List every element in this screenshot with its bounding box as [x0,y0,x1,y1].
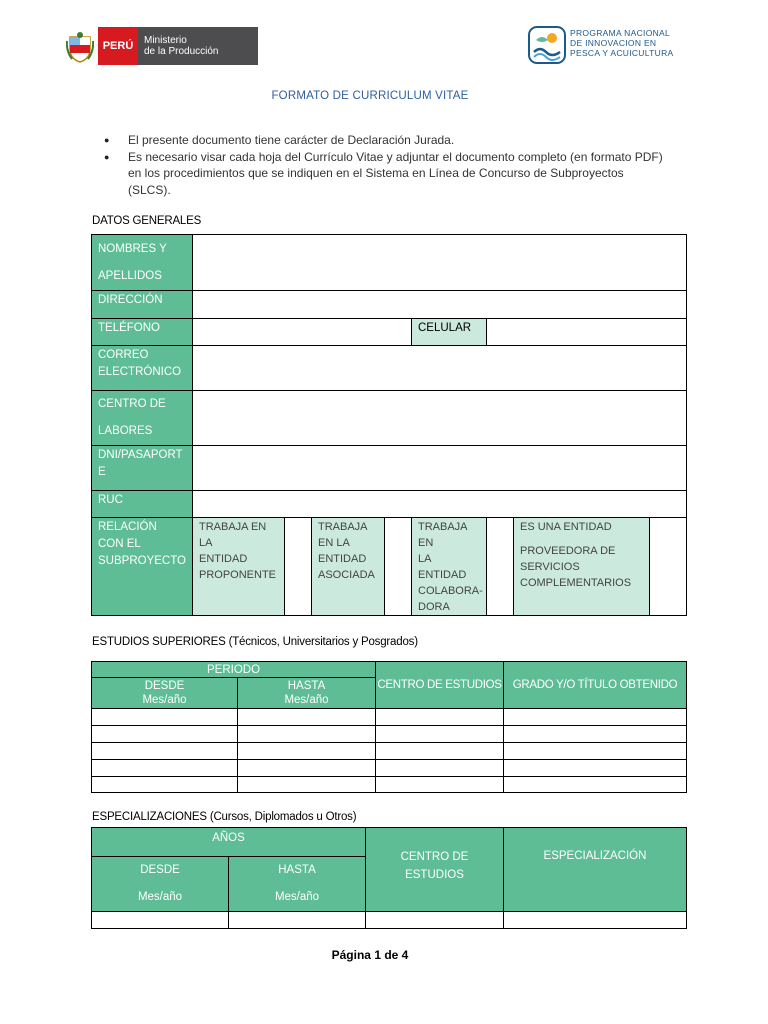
option-asociada: TRABAJA EN LA ENTIDAD ASOCIADA [312,518,385,616]
header-centro-estudios: CENTRO DE ESTUDIOS [376,662,504,709]
specializations-title: ESPECIALIZACIONES (Cursos, Diplomados u Otros) [92,811,357,823]
direccion-field[interactable] [193,291,687,319]
instructions-list [104,132,664,198]
option-proponente: TRABAJA EN LA ENTIDAD PROPONENTE [193,518,285,616]
option-proveedora: ES UNA ENTIDAD PROVEEDORA DE SERVICIOS COMPLEMENTARIOS [514,518,650,616]
studies-title: ESTUDIOS SUPERIORES (Técnicos, Universitarios y Posgrados) [92,636,418,648]
header-hasta: HASTA Mes/año [229,857,366,912]
header-hasta: HASTA Mes/año [238,678,376,709]
ministry-label: Ministerio de la Producción [138,27,258,65]
label-nombres: NOMBRES Y APELLIDOS [92,235,193,291]
page-number: Página 1 de 4 [331,948,409,962]
peru-label: PERÚ [98,27,138,65]
specializations-table [91,827,687,929]
celular-field[interactable] [487,319,687,346]
pnipa-logo [528,26,688,66]
table-row [92,709,687,726]
list-item: ● Es necesario visar cada hoja del Currículo Vitae y adjuntar el documento completo (en formato PDF) en los procedimientos que se indiquen en el Sistema en Línea de Concurso de Subproyectos (SLCS). [104,149,664,199]
dni-field[interactable] [193,446,687,491]
checkbox-proponente[interactable] [285,518,312,616]
table-row [92,726,687,743]
table-row [92,912,687,929]
header-especializacion: ESPECIALIZACIÓN [504,828,687,912]
peru-ministry-logo [66,27,258,65]
correo-field[interactable] [193,346,687,391]
label-ruc: RUC [92,491,193,518]
header-desde: DESDE Mes/año [92,678,238,709]
header-grado: GRADO Y/O TÍTULO OBTENIDO [504,662,687,709]
general-data-title: DATOS GENERALES [92,215,202,227]
checkbox-colaboradora[interactable] [487,518,514,616]
list-item: ● El presente documento tiene carácter de Declaración Jurada. [104,132,664,149]
label-dni: DNI/PASAPORT E [92,446,193,491]
table-row [92,777,687,793]
header-centro-estudios: CENTRO DE ESTUDIOS [366,828,504,912]
label-centro-labores: CENTRO DE LABORES [92,391,193,446]
general-data-table [91,234,687,616]
telefono-field[interactable] [193,319,412,346]
checkbox-proveedora[interactable] [650,518,687,616]
header-anos: AÑOS [92,828,366,857]
nombres-field[interactable] [193,235,687,291]
label-correo: CORREO ELECTRÓNICO [92,346,193,391]
fish-wave-icon [528,26,566,64]
checkbox-asociada[interactable] [385,518,412,616]
label-telefono: TELÉFONO [92,319,193,346]
studies-table [91,661,687,793]
label-celular: CELULAR [412,319,487,346]
header-periodo: PERIODO [92,662,376,678]
document-title: FORMATO DE CURRICULUM VITAE [271,90,469,102]
table-row [92,743,687,760]
option-colaboradora: TRABAJA EN LA ENTIDAD COLABORA- DORA [412,518,487,616]
label-relacion: RELACIÓN CON EL SUBPROYECTO [92,518,193,616]
centro-labores-field[interactable] [193,391,687,446]
table-row [92,760,687,777]
label-direccion: DIRECCIÓN [92,291,193,319]
ruc-field[interactable] [193,491,687,518]
header-desde: DESDE Mes/año [92,857,229,912]
peru-shield-icon [66,31,94,63]
program-name: PROGRAMA NACIONAL DE INNOVACION EN PESCA Y ACUICULTURA [570,28,674,58]
